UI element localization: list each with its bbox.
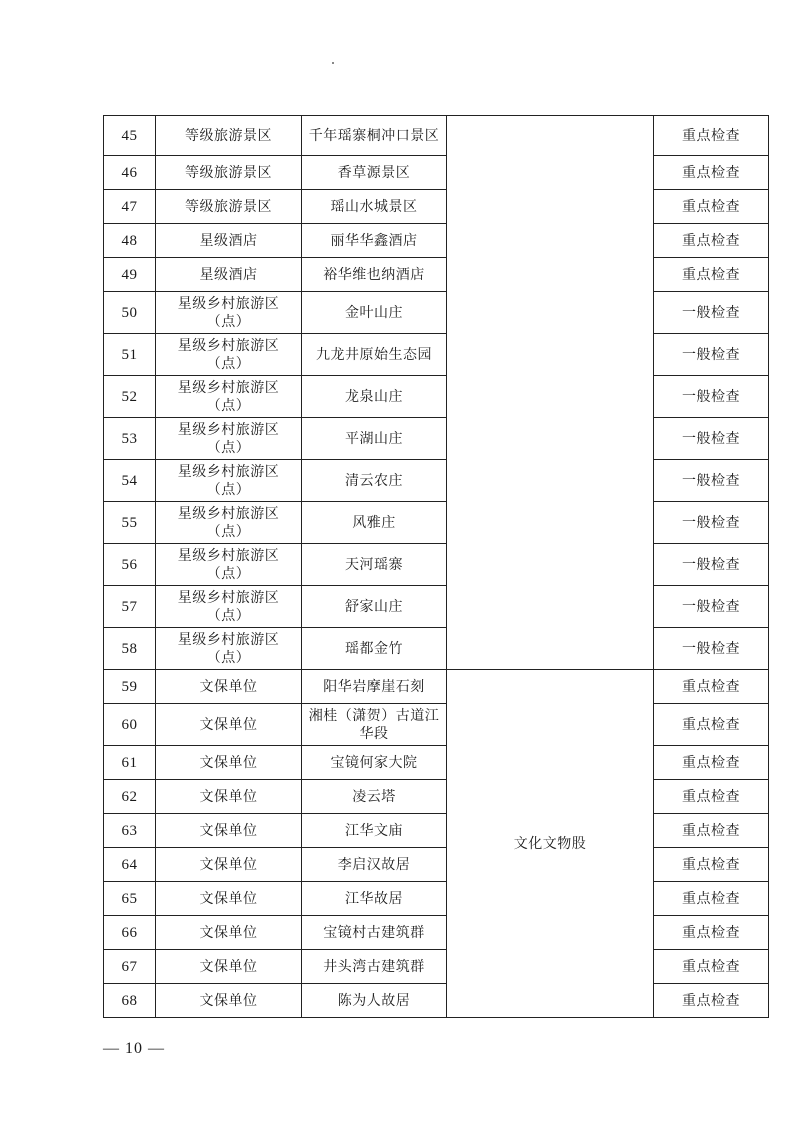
cell-category: 等级旅游景区 — [156, 116, 302, 156]
inspection-table — [103, 115, 769, 1018]
cell-inspection-type: 重点检查 — [654, 950, 769, 984]
cell-number — [104, 916, 156, 950]
cell-site-name: 平湖山庄 — [302, 418, 447, 460]
cell-inspection-type: 重点检查 — [654, 258, 769, 292]
cell-site-name: 湘桂（潇贺）古道江华段 — [302, 704, 447, 746]
cell-number-text: 61 — [121, 754, 138, 771]
cell-category: 等级旅游景区 — [156, 156, 302, 190]
cell-inspection-type: 重点检查 — [654, 984, 769, 1018]
cell-number-text: 67 — [121, 958, 138, 975]
table-row — [104, 916, 769, 950]
cell-number-text: 55 — [121, 514, 138, 531]
table-row — [104, 670, 769, 704]
cell-site-name: 舒家山庄 — [302, 586, 447, 628]
cell-number-text: 47 — [121, 198, 138, 215]
cell-inspection-type: 重点检查 — [654, 916, 769, 950]
cell-category: 文保单位 — [156, 780, 302, 814]
cell-inspection-type: 一般检查 — [654, 628, 769, 670]
cell-number — [104, 780, 156, 814]
cell-site-name: 宝镜何家大院 — [302, 746, 447, 780]
table-row — [104, 502, 769, 544]
cell-category: 星级乡村旅游区（点） — [156, 376, 302, 418]
cell-inspection-type: 重点检查 — [654, 670, 769, 704]
cell-number — [104, 814, 156, 848]
cell-inspection-type: 重点检查 — [654, 814, 769, 848]
cell-inspection-type: 一般检查 — [654, 502, 769, 544]
table-row — [104, 704, 769, 746]
cell-number — [104, 746, 156, 780]
cell-number-text: 64 — [121, 856, 138, 873]
cell-category: 文保单位 — [156, 882, 302, 916]
cell-site-name: 瑶都金竹 — [302, 628, 447, 670]
cell-number — [104, 502, 156, 544]
scan-artifact-dot — [332, 62, 334, 64]
cell-number-text: 53 — [121, 430, 138, 447]
cell-category: 文保单位 — [156, 814, 302, 848]
cell-site-name: 金叶山庄 — [302, 292, 447, 334]
cell-site-name: 瑶山水城景区 — [302, 190, 447, 224]
table-row — [104, 376, 769, 418]
cell-category: 星级乡村旅游区（点） — [156, 586, 302, 628]
cell-site-name: 李启汉故居 — [302, 848, 447, 882]
cell-number-text: 60 — [121, 716, 138, 733]
cell-category: 星级乡村旅游区（点） — [156, 334, 302, 376]
cell-number — [104, 418, 156, 460]
cell-category: 星级酒店 — [156, 258, 302, 292]
cell-category: 文保单位 — [156, 746, 302, 780]
cell-number — [104, 258, 156, 292]
cell-category: 等级旅游景区 — [156, 190, 302, 224]
cell-number-text: 45 — [121, 127, 138, 144]
table-row — [104, 190, 769, 224]
cell-number-text: 51 — [121, 346, 138, 363]
cell-number — [104, 376, 156, 418]
cell-site-name: 风雅庄 — [302, 502, 447, 544]
cell-number — [104, 628, 156, 670]
cell-inspection-type: 重点检查 — [654, 156, 769, 190]
table-row — [104, 984, 769, 1018]
cell-number — [104, 190, 156, 224]
cell-number-text: 57 — [121, 598, 138, 615]
cell-number-text: 65 — [121, 890, 138, 907]
cell-number-text: 56 — [121, 556, 138, 573]
cell-category: 星级酒店 — [156, 224, 302, 258]
table-row — [104, 224, 769, 258]
cell-inspection-type: 一般检查 — [654, 334, 769, 376]
cell-number — [104, 586, 156, 628]
cell-site-name: 千年瑶寨桐冲口景区 — [302, 116, 447, 156]
cell-inspection-type: 一般检查 — [654, 292, 769, 334]
cell-inspection-type: 重点检查 — [654, 224, 769, 258]
cell-site-name: 香草源景区 — [302, 156, 447, 190]
table-row — [104, 460, 769, 502]
cell-inspection-type: 一般检查 — [654, 460, 769, 502]
cell-site-name: 凌云塔 — [302, 780, 447, 814]
cell-site-name: 龙泉山庄 — [302, 376, 447, 418]
cell-inspection-type: 重点检查 — [654, 116, 769, 156]
cell-inspection-type: 重点检查 — [654, 190, 769, 224]
cell-site-name: 九龙井原始生态园 — [302, 334, 447, 376]
cell-site-name: 江华故居 — [302, 882, 447, 916]
cell-number-text: 68 — [121, 992, 138, 1009]
table-row — [104, 586, 769, 628]
cell-inspection-type: 重点检查 — [654, 780, 769, 814]
cell-site-name: 清云农庄 — [302, 460, 447, 502]
cell-number-text: 58 — [121, 640, 138, 657]
cell-site-name: 阳华岩摩崖石刻 — [302, 670, 447, 704]
cell-category: 文保单位 — [156, 916, 302, 950]
cell-number-text: 62 — [121, 788, 138, 805]
table-row — [104, 258, 769, 292]
cell-number-text: 50 — [121, 304, 138, 321]
table-row — [104, 116, 769, 156]
cell-number-text: 63 — [121, 822, 138, 839]
cell-inspection-type: 一般检查 — [654, 376, 769, 418]
cell-number-text: 66 — [121, 924, 138, 941]
table-row — [104, 882, 769, 916]
cell-inspection-type: 重点检查 — [654, 882, 769, 916]
cell-site-name: 陈为人故居 — [302, 984, 447, 1018]
table-row — [104, 780, 769, 814]
cell-category: 星级乡村旅游区（点） — [156, 502, 302, 544]
cell-inspection-type: 一般检查 — [654, 544, 769, 586]
cell-category: 星级乡村旅游区（点） — [156, 544, 302, 586]
cell-category: 文保单位 — [156, 670, 302, 704]
cell-number — [104, 292, 156, 334]
cell-site-name: 裕华维也纳酒店 — [302, 258, 447, 292]
cell-inspection-type: 一般检查 — [654, 418, 769, 460]
cell-number-text: 59 — [121, 678, 138, 695]
cell-category: 星级乡村旅游区（点） — [156, 460, 302, 502]
cell-site-name: 宝镜村古建筑群 — [302, 916, 447, 950]
cell-category: 星级乡村旅游区（点） — [156, 418, 302, 460]
cell-number-text: 52 — [121, 388, 138, 405]
cell-inspection-type: 重点检查 — [654, 746, 769, 780]
table-row — [104, 334, 769, 376]
cell-number — [104, 156, 156, 190]
cell-responsible-department — [447, 116, 654, 670]
table-row — [104, 544, 769, 586]
cell-number — [104, 224, 156, 258]
cell-site-name: 江华文庙 — [302, 814, 447, 848]
cell-site-name: 天河瑶寨 — [302, 544, 447, 586]
cell-number-text: 54 — [121, 472, 138, 489]
table-row — [104, 950, 769, 984]
cell-category: 星级乡村旅游区（点） — [156, 292, 302, 334]
cell-category: 文保单位 — [156, 950, 302, 984]
cell-inspection-type: 一般检查 — [654, 586, 769, 628]
cell-category: 星级乡村旅游区（点） — [156, 628, 302, 670]
table-row — [104, 156, 769, 190]
cell-site-name: 井头湾古建筑群 — [302, 950, 447, 984]
cell-number-text: 46 — [121, 164, 138, 181]
cell-number — [104, 460, 156, 502]
table-row — [104, 418, 769, 460]
cell-category: 文保单位 — [156, 704, 302, 746]
cell-number — [104, 950, 156, 984]
cell-number — [104, 334, 156, 376]
cell-category: 文保单位 — [156, 984, 302, 1018]
cell-category: 文保单位 — [156, 848, 302, 882]
cell-number — [104, 848, 156, 882]
cell-number — [104, 544, 156, 586]
cell-number — [104, 116, 156, 156]
cell-number — [104, 882, 156, 916]
table-row — [104, 848, 769, 882]
cell-site-name: 丽华华鑫酒店 — [302, 224, 447, 258]
cell-number — [104, 984, 156, 1018]
table-row — [104, 292, 769, 334]
table-row — [104, 628, 769, 670]
cell-number-text: 49 — [121, 266, 138, 283]
cell-inspection-type: 重点检查 — [654, 704, 769, 746]
page-number: — 10 — — [103, 1040, 165, 1057]
cell-number — [104, 670, 156, 704]
cell-number — [104, 704, 156, 746]
table-row — [104, 814, 769, 848]
cell-responsible-department: 文化文物股 — [447, 670, 654, 1018]
cell-inspection-type: 重点检查 — [654, 848, 769, 882]
cell-number-text: 48 — [121, 232, 138, 249]
table-row — [104, 746, 769, 780]
